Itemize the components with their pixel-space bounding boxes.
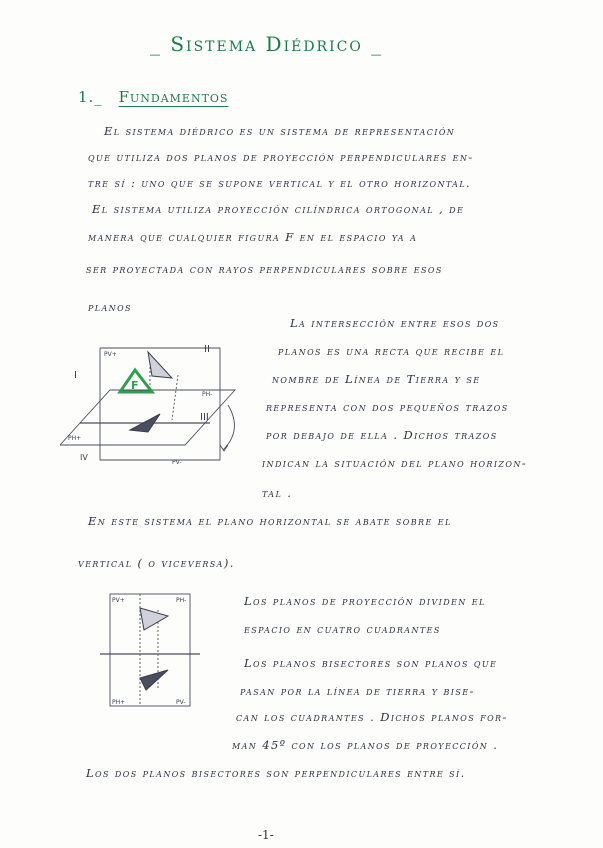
figure2-text-line: Los planos de proyección dividen el (244, 594, 486, 608)
paragraph-line: vertical ( o viceversa). (78, 556, 235, 570)
plane-label-pv-plus: PV+ (104, 351, 117, 358)
paragraph-line: manera que cualquier figura F en el espacio ya a (88, 230, 418, 244)
plane-label-ph-minus: PH- (202, 391, 213, 398)
quadrant-label: II (204, 344, 210, 355)
section-title: Fundamentos (118, 88, 229, 106)
section-heading (78, 88, 228, 106)
paragraph-line: pasan por la línea de tierra y bise- (240, 684, 475, 698)
paragraph-line: En este sistema el plano horizontal se abate sobre el (88, 514, 452, 528)
plane-label-pv-plus: PV+ (112, 597, 125, 604)
plane-label-pv-minus: PV- (172, 459, 182, 466)
plane-label-ph-plus: PH+ (112, 699, 126, 706)
paragraph-line: tre sí : uno que se supone vertical y el otro horizontal. (88, 176, 472, 190)
orthographic-figure (96, 590, 206, 715)
projection-planes-figure (60, 330, 255, 500)
figure1-text-line: La intersección entre esos dos (290, 316, 500, 330)
quadrant-label: III (200, 412, 209, 423)
paragraph-line: ser proyectada con rayos perpendiculares sobre esos (86, 262, 443, 276)
plane-label-ph-minus: PH- (176, 597, 187, 604)
paragraph-line: que utiliza dos planos de proyección perpendiculares en- (88, 150, 474, 164)
figure2-text-line: espacio en cuatro cuadrantes (244, 622, 441, 636)
figure1-text-line: indican la situación del plano horizon- (262, 456, 528, 470)
paragraph-line: can los cuadrantes . Dichos planos for- (236, 710, 508, 724)
paragraph-line: man 45º con los planos de proyección . (232, 738, 499, 752)
page-number: -1- (258, 828, 274, 842)
plane-label-pv-minus: PV- (176, 699, 186, 706)
plane-label-ph-plus: PH+ (68, 435, 82, 442)
figure1-text-line: nombre de Línea de Tierra y se (272, 372, 481, 386)
figure1-text-line: representa con dos pequeños trazos (266, 400, 509, 414)
quadrant-label: IV (80, 453, 88, 462)
paragraph-line: Los planos bisectores son planos que (244, 656, 498, 670)
paragraph-line: El sistema diédrico es un sistema de representación (104, 124, 456, 138)
quadrant-label: I (74, 370, 77, 381)
figure1-text-line: por debajo de ella . Dichos trazos (266, 428, 498, 442)
paragraph-line: Los dos planos bisectores son perpendiculares entre sí. (86, 766, 466, 780)
figure1-text-line: tal . (262, 486, 293, 500)
section-number: 1._ (78, 88, 103, 106)
page-title: _ Sistema Diédrico _ (150, 32, 384, 56)
paragraph-line: planos (88, 300, 132, 314)
figure-label-f: F (131, 379, 139, 392)
figure1-text-line: planos es una recta que recibe el (278, 344, 505, 358)
paragraph-line: El sistema utiliza proyección cilíndrica ortogonal , de (92, 202, 465, 216)
